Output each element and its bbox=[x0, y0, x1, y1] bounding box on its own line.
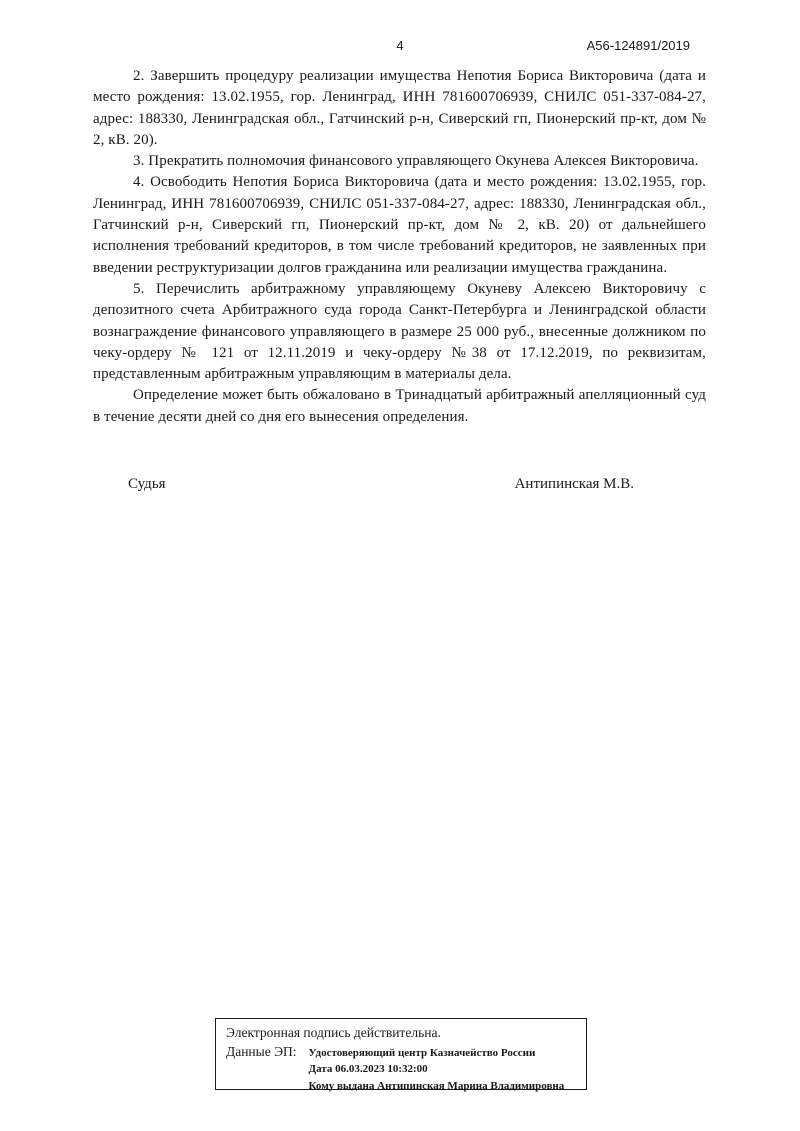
ruling-body bbox=[93, 66, 706, 428]
judge-role-label: Судья bbox=[128, 476, 166, 492]
electronic-signature-stamp bbox=[215, 1018, 587, 1090]
stamp-validity-text: Электронная подпись действительна. bbox=[226, 1025, 441, 1040]
page-number: 4 bbox=[396, 38, 404, 53]
stamp-data-label: Данные ЭП: bbox=[226, 1044, 297, 1059]
case-number: А56-124891/2019 bbox=[586, 38, 690, 53]
appeal-notice-paragraph: Определение может быть обжаловано в Тринадцатый арбитражный апелляционный суд в течение десяти дней со дня его вынесения определения. bbox=[93, 387, 706, 425]
stamp-certifying-center-line: Удостоверяющий центр Казначейство России bbox=[308, 1047, 536, 1059]
ruling-paragraph-2: 2. Завершить процедуру реализации имущества Непотия Бориса Викторовича (дата и место рождения: 13.02.1955, гор. Ленинград, ИНН 781600706939, СНИЛС 051-337-084-27, адрес: 188330, Ленинградская обл., Гатчинский р-н, Сиверский гп, Пионерский пр-кт, дом № 2, кВ. 20). bbox=[93, 68, 706, 148]
ruling-paragraph-4: 4. Освободить Непотия Бориса Викторовича (дата и место рождения: 13.02.1955, гор. Ленинград, ИНН 781600706939, СНИЛС 051-337-084-27, адрес: 188330, Ленинградская обл., Гатчинский р-н, Сиверский гп, Пионерский пр-кт, дом № 2, кВ. 20) от дальнейшего исполнения требований кредиторов, в том числе требований кредиторов, не заявленных при введении реструктуризации долгов гражданина или реализации имущества гражданина. bbox=[93, 174, 706, 276]
signature-block bbox=[93, 476, 706, 493]
stamp-details bbox=[309, 1045, 565, 1094]
ruling-paragraph-5: 5. Перечислить арбитражному управляющему Окуневу Алексею Викторовичу с депозитного счета Арбитражного суда города Санкт-Петербурга и Ленинградской области вознаграждение финансового управляющего в размере 25 000 руб., внесенные должником по чеку-ордеру № 121 от 12.11.2019 и чеку-ордеру №38 от 17.12.2019, по реквизитам, представленным арбитражным управляющим в материалы дела. bbox=[93, 280, 706, 383]
stamp-date-line: Дата 06.03.2023 10:32:00 bbox=[308, 1063, 428, 1076]
stamp-issued-to-line: Кому выдана Антипинская Марина Владимировна bbox=[308, 1079, 565, 1092]
stamp-data-row bbox=[226, 1044, 576, 1094]
judge-name: Антипинская М.В. bbox=[514, 476, 634, 492]
ruling-paragraph-3: 3. Прекратить полномочия финансового управляющего Окунева Алексея Викторовича. bbox=[133, 153, 699, 170]
